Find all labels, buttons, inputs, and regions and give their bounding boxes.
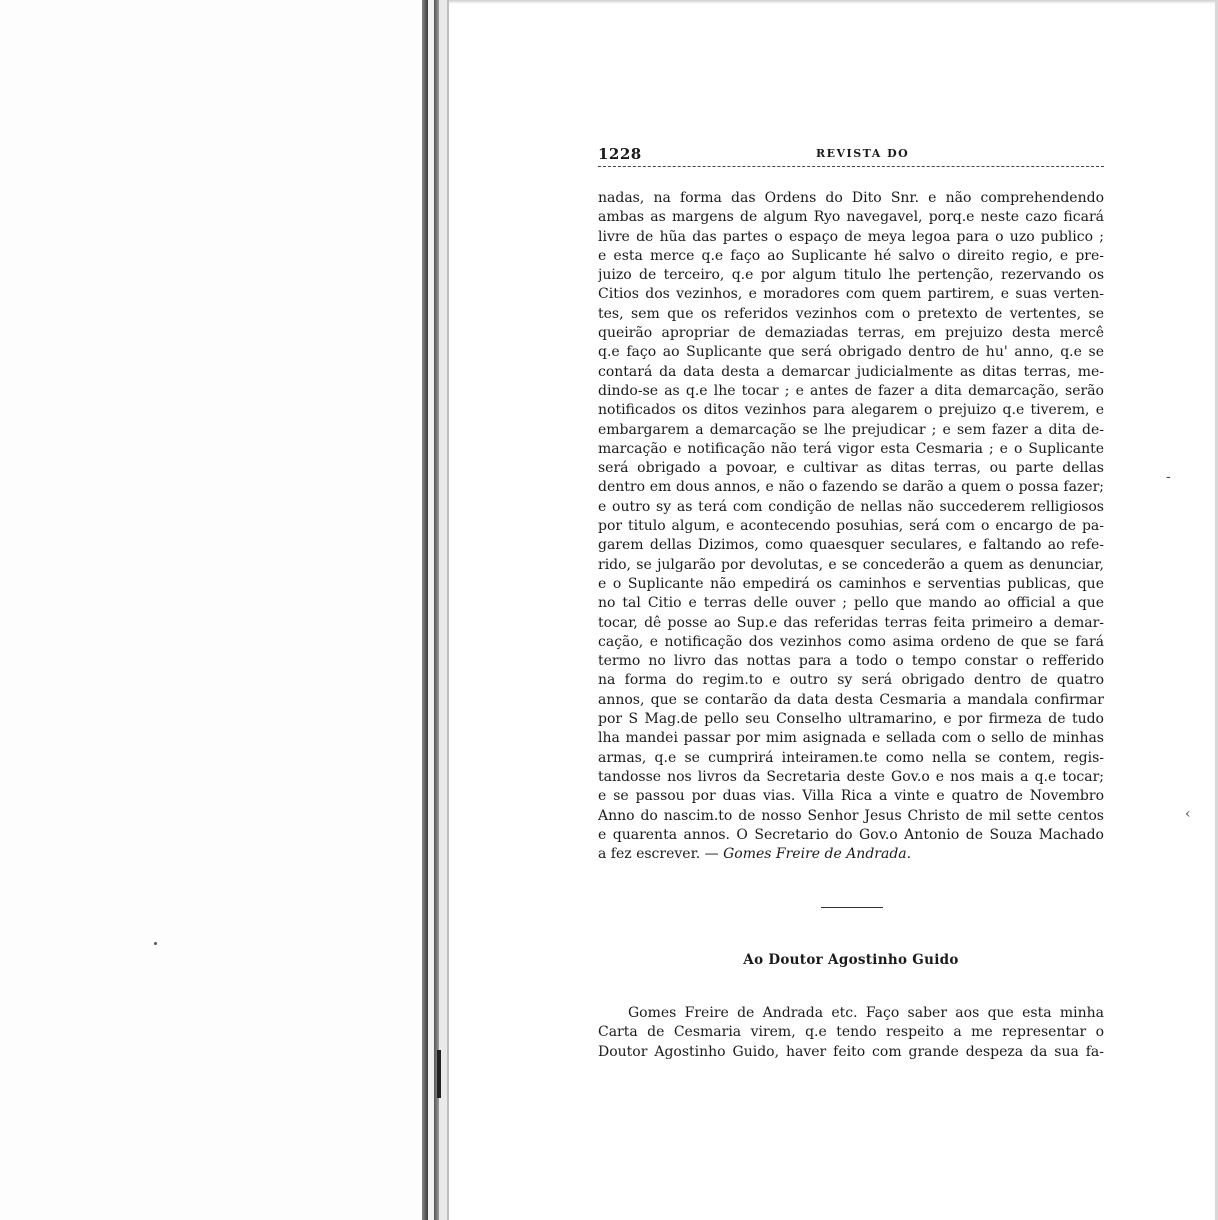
margin-mark: - bbox=[1166, 469, 1171, 485]
running-title: REVISTA DO bbox=[816, 147, 910, 160]
running-header bbox=[598, 145, 1104, 167]
text-line: por S Mag.de pello seu Conselho ultramarino, e por firmeza de tudo bbox=[598, 711, 1104, 728]
text-line: tes, sem que os referidos vezinhos com o pretexto de vertentes, se bbox=[598, 305, 1104, 322]
text-line: armas, q.e se cumprirá inteiramen.te como nella se contem, regis- bbox=[598, 749, 1104, 766]
text-line: termo no livro das nottas para a todo o tempo constar o refferido bbox=[598, 653, 1104, 670]
page-number: 1228 bbox=[598, 145, 642, 163]
text-line: rido, se julgarão por devolutas, e se concederão a quem as denunciar, bbox=[598, 556, 1104, 573]
spine-mark bbox=[437, 1050, 441, 1098]
closing-text: a fez escrever. — bbox=[598, 846, 719, 863]
text-line: dentro em dous annos, e não o fazendo se darão a quem o possa fazer; bbox=[598, 479, 1104, 496]
closing-line bbox=[598, 845, 1104, 864]
text-line: embargarem a demarcação se lhe prejudicar ; e sem fazer a dita de- bbox=[598, 421, 1104, 438]
text-line: lha mandei passar por mim asignada e sellada com o sello de minhas bbox=[598, 730, 1104, 747]
text-line: no tal Citio e terras delle ouver ; pello que mando ao official a que bbox=[598, 595, 1104, 612]
text-line: Gomes Freire de Andrada etc. Faço saber aos que esta minha bbox=[628, 1005, 1104, 1021]
page-fold bbox=[439, 0, 447, 1220]
text-line: tocar, dê posse ao Sup.e das referidas terras feita primeiro a demar- bbox=[598, 614, 1104, 631]
section-body bbox=[598, 1004, 1104, 1062]
text-line: e outro sy as terá com condição de nellas não succederem relligiosos bbox=[598, 498, 1104, 515]
speck bbox=[154, 942, 157, 945]
text-line: e o Suplicante não empedirá os caminhos e serventias publicas, que bbox=[598, 575, 1104, 592]
section-title: Ao Doutor Agostinho Guido bbox=[743, 952, 959, 968]
text-line: e quarenta annos. O Secretario do Gov.o Antonio de Souza Machado bbox=[598, 826, 1104, 843]
text-line: será obrigado a povoar, e cultivar as ditas terras, ou parte dellas bbox=[598, 460, 1104, 477]
document-page bbox=[449, 0, 1215, 1220]
text-line: livre de hũa das partes o espaço de meya legoa para o uzo publico ; bbox=[598, 228, 1104, 245]
text-line: tandosse nos livros da Secretaria deste Gov.o e nos mais a q.e tocar; bbox=[598, 768, 1104, 785]
text-line: marcação e notificação não terá vigor esta Cesmaria ; e o Suplicante bbox=[598, 440, 1104, 457]
text-line: por titulo algum, e acontecendo posuhias, será com o encargo de pa- bbox=[598, 518, 1104, 535]
text-line: e esta merce q.e faço ao Suplicante hé salvo o direito regio, e pre- bbox=[598, 247, 1104, 264]
body-text bbox=[598, 189, 1104, 864]
blank-left-page bbox=[0, 0, 422, 1220]
text-line: Anno do nascim.to de nosso Senhor Jesus Christo de mil sette centos bbox=[598, 807, 1104, 824]
text-line: contará da data desta a demarcar judicialmente as ditas terras, me- bbox=[598, 363, 1104, 380]
section-separator bbox=[821, 907, 883, 908]
text-line: e se passou por duas vias. Villa Rica a vinte e quatro de Novembro bbox=[598, 788, 1104, 805]
margin-mark: ‹ bbox=[1185, 806, 1191, 822]
text-line: annos, que se contarão da data desta Cesmaria a mandala confirmar bbox=[598, 691, 1104, 708]
signature: Gomes Freire de Andrada. bbox=[723, 846, 912, 863]
text-line: ambas as margens de algum Ryo navegavel, porq.e neste cazo ficará bbox=[598, 209, 1104, 226]
text-line: juizo de terceiro, q.e por algum titulo lhe pertenção, rezervando os bbox=[598, 267, 1104, 284]
header-rule bbox=[598, 166, 1104, 167]
text-line: Citios dos vezinhos, e moradores com quem partirem, e suas verten- bbox=[598, 286, 1104, 303]
text-line: queirão apropriar de demaziadas terras, em prejuizo desta mercê bbox=[598, 325, 1104, 342]
text-line: q.e faço ao Suplicante que será obrigado dentro de hu' anno, q.e se bbox=[598, 344, 1104, 361]
text-line: na forma do regim.to e outro sy será obrigado dentro de quatro bbox=[598, 672, 1104, 689]
text-line: Doutor Agostinho Guido, haver feito com grande despeza da sua fa- bbox=[598, 1043, 1104, 1060]
text-line: notificados os ditos vezinhos para alegarem o prejuizo q.e tiverem, e bbox=[598, 402, 1104, 419]
text-line: nadas, na forma das Ordens do Dito Snr. e não comprehendendo bbox=[598, 190, 1104, 206]
text-line: Carta de Cesmaria virem, q.e tendo respeito a me representar o bbox=[598, 1024, 1104, 1041]
text-line: cação, e notificação dos vezinhos como asima ordeno de que se fará bbox=[598, 633, 1104, 650]
text-line: dindo-se as q.e lhe tocar ; e antes de fazer a dita demarcação, serão bbox=[598, 382, 1104, 399]
text-line: garem dellas Dizimos, como quaesquer seculares, e faltando ao refe- bbox=[598, 537, 1104, 554]
